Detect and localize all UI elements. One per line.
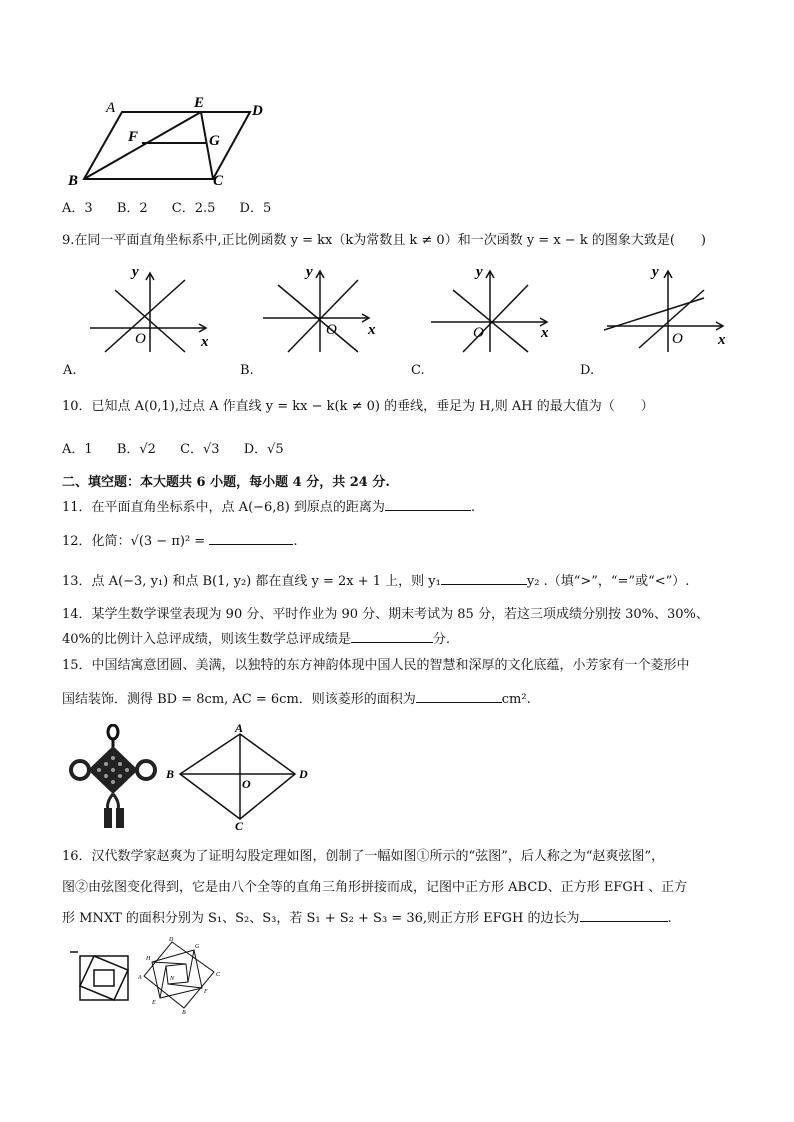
- label-e: E: [194, 95, 205, 111]
- rhombus-label-c: C: [235, 819, 244, 830]
- q10-option-b[interactable]: B．√2: [116, 442, 156, 457]
- q13-tail: y₂ .（填“>”，“=”或“<”）.: [526, 574, 690, 589]
- graph-d-y-label: y: [652, 264, 659, 280]
- zhao-shuang-figure-2: [138, 936, 220, 1014]
- graph-a-y-label: y: [132, 264, 139, 280]
- q9-graph-a: [85, 260, 215, 355]
- label-d: D: [252, 103, 263, 119]
- q16-line-2: 图②由弦图变化得到，它是由八个全等的直角三角形拼接而成，记图中正方形 ABCD、正方形 EFGH 、正方: [62, 880, 688, 895]
- q16-answer-blank[interactable]: [580, 909, 668, 922]
- graph-d-x-label: x: [718, 332, 726, 348]
- chinese-knot-image: [68, 724, 158, 832]
- q9-graph-d: [604, 260, 734, 355]
- q11-answer-blank[interactable]: [385, 498, 471, 511]
- q10-options: [62, 438, 304, 457]
- fig2-label-h: H: [146, 956, 151, 962]
- q11-text: 11．在平面直角坐标系中，点 A(−6,8) 到原点的距离为: [62, 500, 385, 515]
- label-c: C: [213, 173, 224, 187]
- q10-option-d[interactable]: D．√5: [243, 442, 284, 457]
- q9-option-a[interactable]: A.: [63, 363, 77, 378]
- rhombus-label-o: O: [242, 777, 251, 791]
- fig2-label-e: E: [152, 1000, 156, 1006]
- q8-parallelogram-figure: [62, 95, 282, 187]
- fig2-label-b: B: [182, 1010, 186, 1014]
- zhao-shuang-figure-1: [70, 950, 140, 1002]
- q15-answer-blank[interactable]: [416, 690, 502, 703]
- q14-tail: 分.: [432, 632, 451, 647]
- q12: [62, 530, 297, 549]
- fig2-label-n: N: [170, 976, 175, 982]
- label-g: G: [209, 133, 220, 149]
- fig2-label-f: F: [204, 989, 208, 995]
- section-2-title: 二、填空题：本大题共 6 小题，每小题 4 分，共 24 分.: [62, 475, 390, 490]
- graph-b-origin-label: O: [326, 322, 337, 338]
- fig2-label-d: D: [169, 937, 174, 943]
- q14-line-1: 14．某学生数学课堂表现为 90 分、平时作业为 90 分、期末考试为 85 分，若这三项成绩分别按 30%、30%、: [62, 607, 709, 622]
- q12-tail: .: [293, 534, 298, 549]
- q16-line-1: 16．汉代数学家赵爽为了证明勾股定理如图，创制了一幅如图①所示的“弦图”，后人称之为“赵爽弦图”，: [62, 849, 665, 864]
- q9-graph-b: [258, 260, 388, 355]
- q16-line-3: [62, 907, 672, 926]
- q16-text: 形 MNXT 的面积分别为 S₁、S₂、S₃，若 S₁ + S₂ + S₃ = 36,则正方形 EFGH 的边长为: [62, 911, 580, 926]
- q16-tail: .: [667, 911, 672, 926]
- label-b: B: [68, 173, 79, 187]
- q11-tail: .: [470, 500, 476, 515]
- q15-text: 国结装饰．测得 BD = 8cm, AC = 6cm．则该菱形的面积为: [62, 692, 416, 707]
- label-f: F: [128, 129, 139, 145]
- q9-graph-c: [428, 260, 558, 355]
- rhombus-label-b: B: [166, 767, 175, 781]
- graph-b-y-label: y: [306, 264, 313, 280]
- q15-line-2: [62, 688, 531, 707]
- q14-line-2: [62, 628, 450, 647]
- q8-option-b[interactable]: B．2: [116, 201, 148, 216]
- q14-answer-blank[interactable]: [351, 630, 433, 643]
- fig2-label-a: A: [138, 975, 142, 981]
- graph-c-origin-label: O: [473, 325, 484, 341]
- q10-question-text: 10．已知点 A(0,1),过点 A 作直线 y = kx − k(k ≠ 0) 的垂线，垂足为 H,则 AH 的最大值为（ ）: [62, 399, 654, 414]
- q12-text: 12．化简：√(3 − π)² =: [62, 534, 206, 549]
- rhombus-label-d: D: [299, 767, 308, 781]
- q13-answer-blank[interactable]: [441, 572, 527, 585]
- q9-option-d[interactable]: D.: [580, 363, 595, 378]
- fig2-label-c: C: [216, 972, 220, 978]
- q15-rhombus-figure: [160, 722, 320, 830]
- q14-text: 40%的比例计入总评成绩，则该生数学总评成绩是: [62, 632, 351, 647]
- q13: [62, 570, 689, 589]
- fig2-label-g: G: [195, 944, 200, 950]
- q8-option-d[interactable]: D．5: [239, 201, 272, 216]
- graph-d-origin-label: O: [672, 331, 683, 347]
- q9-option-b[interactable]: B.: [240, 363, 254, 378]
- label-a: A: [106, 100, 116, 116]
- q9-option-c[interactable]: C.: [411, 363, 425, 378]
- q15-line-1: 15．中国结寓意团圆、美满，以独特的东方神韵体现中国人民的智慧和深厚的文化底蕴，小芳家有一个菱形中: [62, 658, 690, 673]
- q9-question-text: 9.在同一平面直角坐标系中,正比例函数 y = kx（k为常数且 k ≠ 0）和一次函数 y = x − k 的图象大致是( ): [62, 233, 706, 248]
- q8-options: [62, 197, 291, 216]
- graph-b-x-label: x: [368, 322, 376, 338]
- q11: [62, 496, 475, 515]
- q8-option-c[interactable]: C．2.5: [171, 201, 216, 216]
- q13-text: 13．点 A(−3, y₁) 和点 B(1, y₂) 都在直线 y = 2x + 1 上，则 y₁: [62, 574, 441, 589]
- rhombus-label-a: A: [235, 722, 244, 735]
- graph-c-x-label: x: [541, 325, 549, 341]
- q12-answer-blank[interactable]: [209, 532, 293, 545]
- graph-c-y-label: y: [476, 264, 483, 280]
- graph-a-x-label: x: [201, 334, 209, 350]
- q10-option-c[interactable]: C．√3: [180, 442, 220, 457]
- q8-option-a[interactable]: A．3: [62, 201, 93, 216]
- graph-a-origin-label: O: [135, 331, 146, 347]
- q15-tail: cm².: [501, 692, 531, 707]
- q10-option-a[interactable]: A．1: [62, 442, 93, 457]
